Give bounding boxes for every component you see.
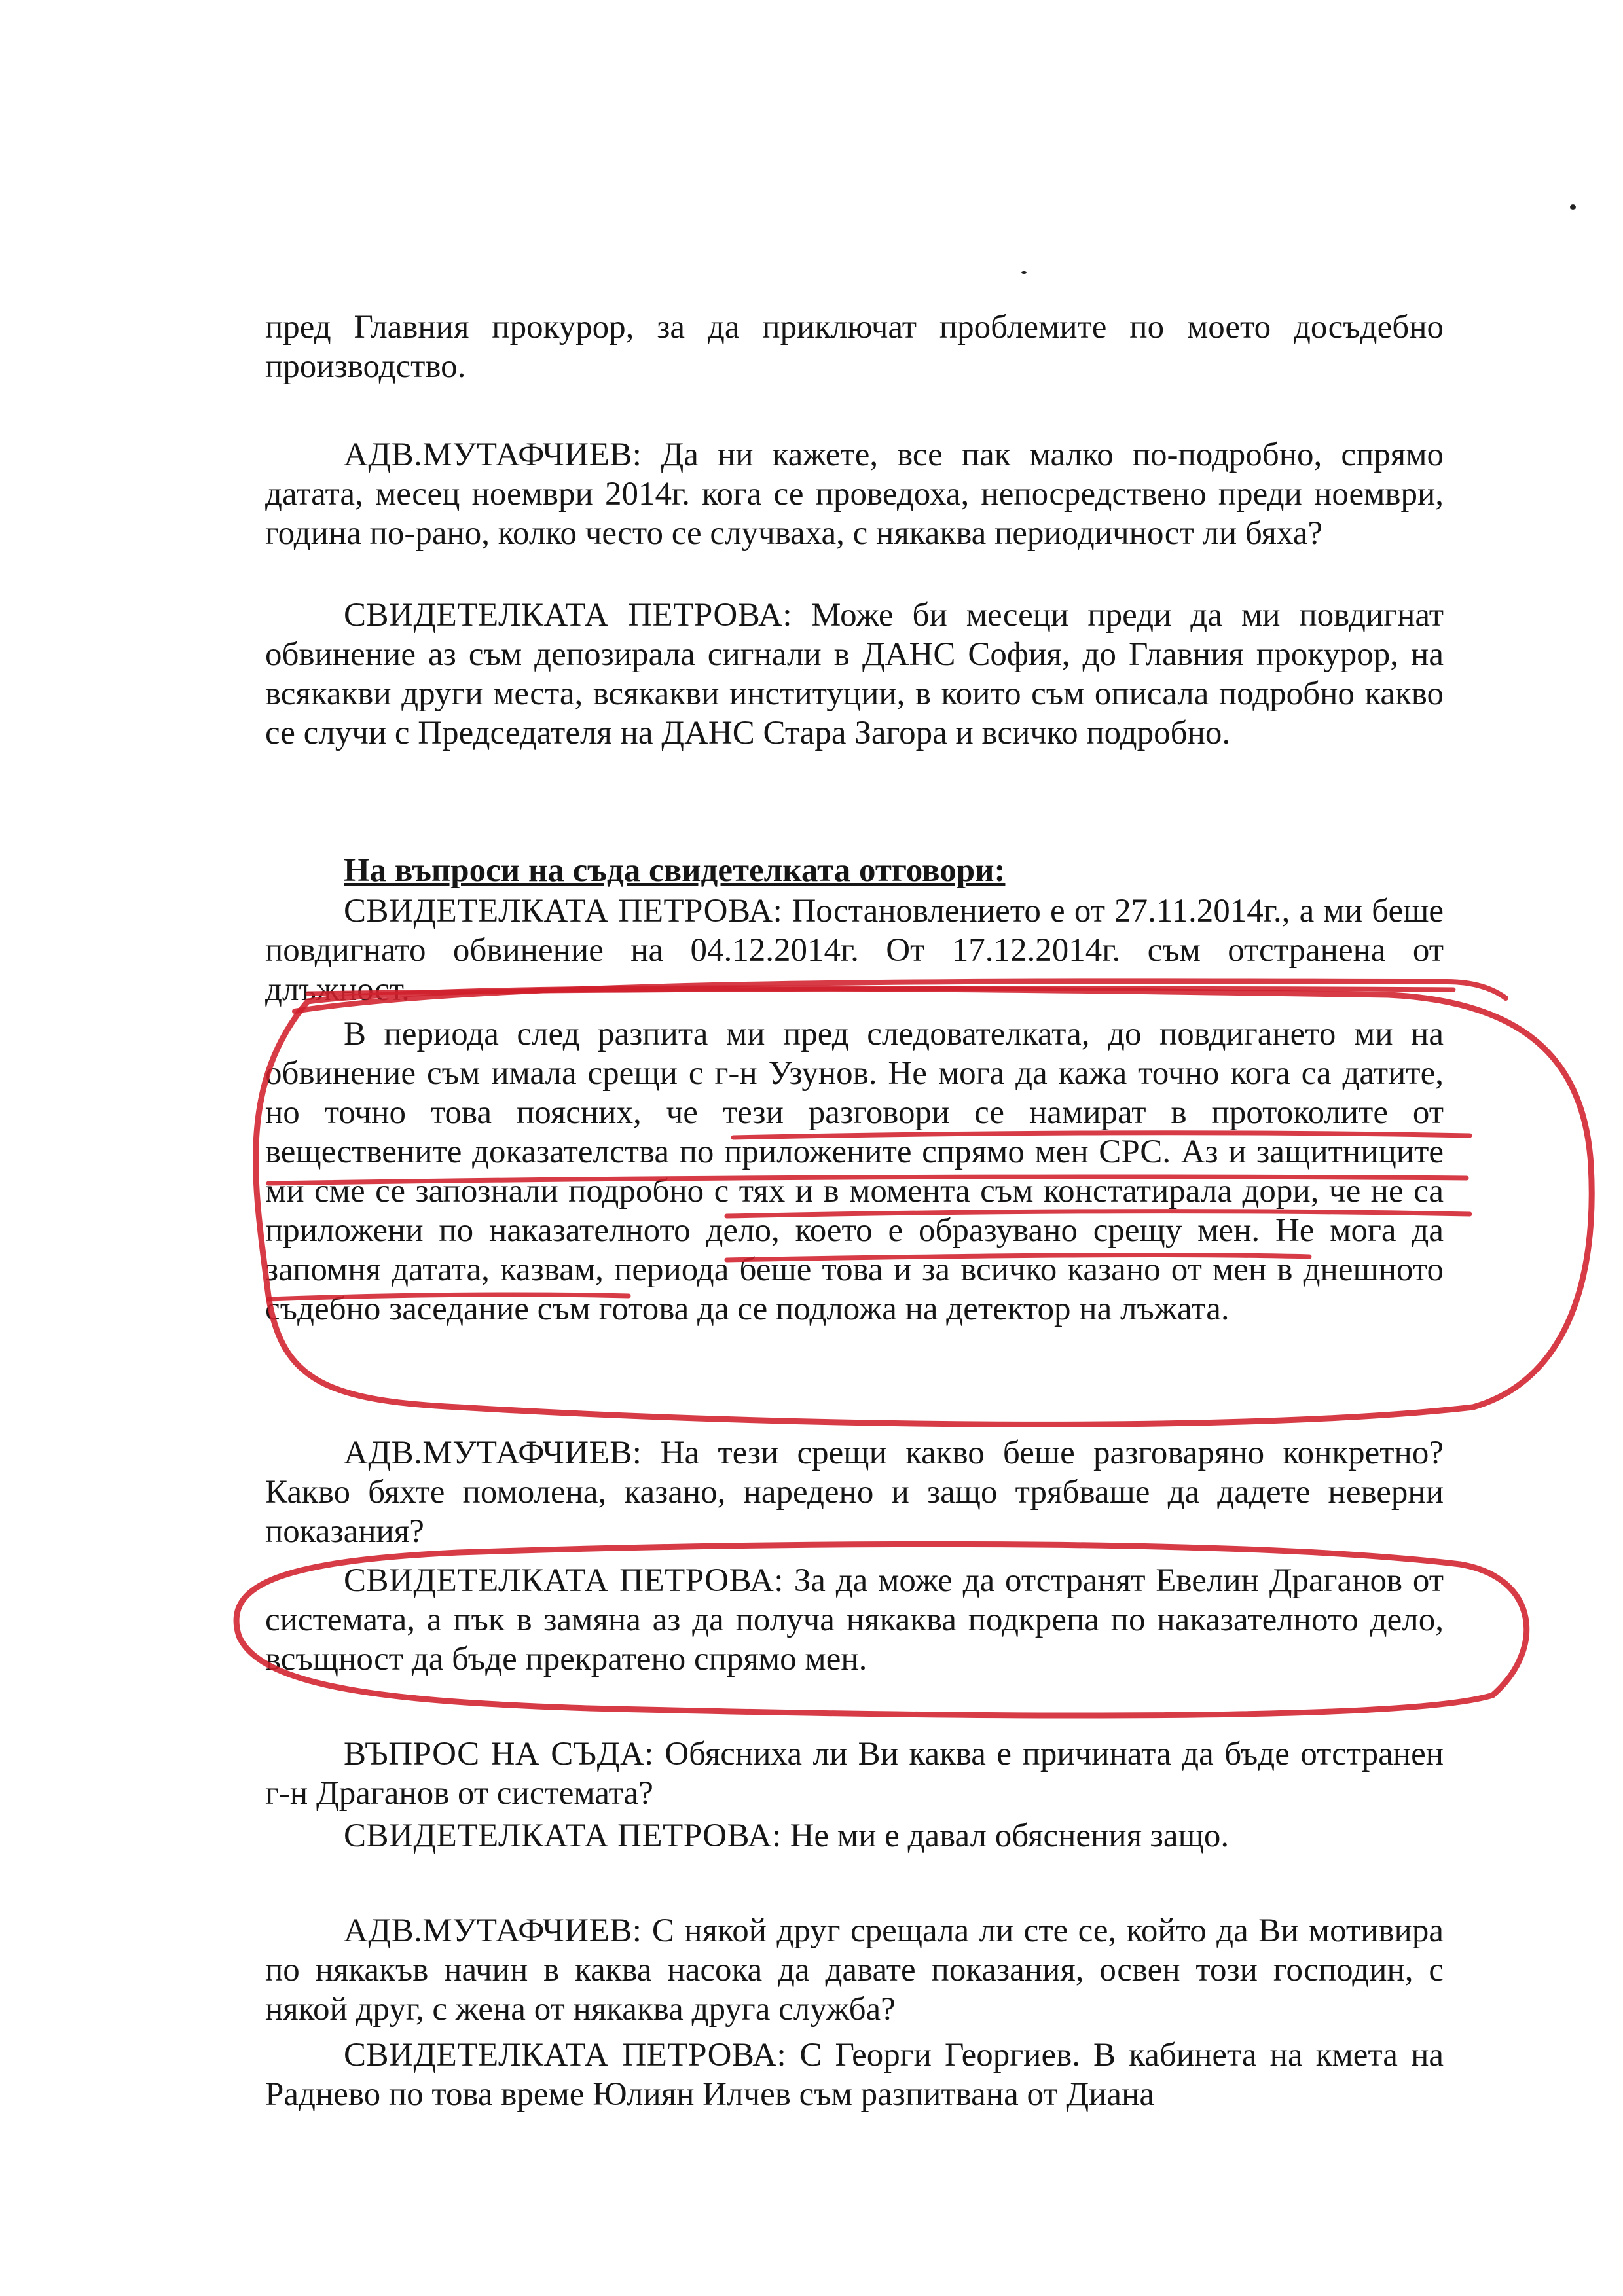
section-heading: На въпроси на съда свидетелката отговори: <box>344 852 1006 889</box>
speaker-label: СВИДЕТЕЛКАТА ПЕТРОВА: <box>344 1818 782 1854</box>
scan-speck <box>1021 271 1027 274</box>
court-question <box>265 1734 1444 1813</box>
lawyer-question <box>265 435 1444 553</box>
lawyer-question <box>265 1911 1444 2029</box>
speaker-label: АДВ.МУТАФЧИЕВ: <box>344 437 642 473</box>
lawyer-question <box>265 1433 1444 1551</box>
paragraph-text: пред Главния прокурор, за да приключат проблемите по моето досъдебно производство. <box>265 309 1444 385</box>
witness-answer <box>265 891 1444 1009</box>
paragraph-text: С някой друг срещала ли сте се, който да Ви мотивира по някакъв начин в каква насока да давате показания, освен този господин, с някой друг, с жена от някаква друга служба? <box>265 1912 1444 2028</box>
speaker-label: ВЪПРОС НА СЪДА: <box>344 1736 654 1772</box>
speaker-label: АДВ.МУТАФЧИЕВ: <box>344 1912 642 1949</box>
witness-answer-highlighted <box>265 1014 1444 1329</box>
speaker-label: СВИДЕТЕЛКАТА ПЕТРОВА: <box>344 597 793 634</box>
speaker-label: СВИДЕТЕЛКАТА ПЕТРОВА: <box>344 893 783 929</box>
paragraph-text: За да може да отстранят Евелин Драганов от системата, а пък в замяна аз да получа някаква подкрепа по наказателното дело, всъщност да бъде прекратено спрямо мен. <box>265 1562 1444 1677</box>
speaker-label: СВИДЕТЕЛКАТА ПЕТРОВА: <box>344 2037 787 2073</box>
witness-answer <box>265 2036 1444 2114</box>
paragraph-text: На тези срещи какво беше разговаряно конкретно? Какво бяхте помолена, казано, наредено и защо трябваше да дадете неверни показания? <box>265 1435 1444 1550</box>
witness-answer <box>265 596 1444 753</box>
scan-speck <box>1570 204 1576 210</box>
paragraph-text: Постановлението е от 27.11.2014г., а ми беше повдигнато обвинение на 04.12.2014г. От 17.12.2014г. съм отстранена от длъжност. <box>265 893 1444 1008</box>
speaker-label: СВИДЕТЕЛКАТА ПЕТРОВА: <box>344 1562 784 1599</box>
paragraph-text: С Георги Георгиев. В кабинета на кмета на Раднево по това време Юлиян Илчев съм разпитвана от Диана <box>265 2037 1444 2113</box>
witness-answer <box>265 1816 1444 1856</box>
paragraph-text: Обясниха ли Ви каква е причината да бъде отстранен г-н Драганов от системата? <box>265 1736 1444 1812</box>
paragraph-text: Да ни кажете, все пак малко по-подробно, спрямо датата, месец ноември 2014г. кога се проведоха, непосредствено преди ноември, година по-рано, колко често се случваха, с някаква периодичност ли бяха? <box>265 437 1444 552</box>
speaker-label: АДВ.МУТАФЧИЕВ: <box>344 1435 642 1471</box>
paragraph-text: Не ми е давал обяснения защо. <box>781 1818 1230 1854</box>
paragraph-continuation <box>265 308 1444 386</box>
witness-answer-highlighted <box>265 1561 1444 1679</box>
paragraph-text: Може би месеци преди да ми повдигнат обвинение аз съм депозирала сигнали в ДАНС София, до Главния прокурор, на всякакви други места, всякакви институции, в които съм описала подробно какво се случи с Председателя на ДАНС Стара Загора и всичко подробно. <box>265 597 1444 751</box>
paragraph-text: В периода след разпита ми пред следователката, до повдигането ми на обвинение съм имала срещи с г-н Узунов. Не мога да кажа точно кога са датите, но точно това поясних, че тези разговори се намират в протоколите от веществените доказателства по приложените спрямо мен СРС. Аз и защитниците ми сме се запознали подробно с тях и в момента съм констатирала дори, че не са приложени по наказателното дело, което е образувано срещу мен. Не мога да запомня датата, казвам, периода беше това и за всичко казано от мен в днешното съдебно заседание съм готова да се подложа на детектор на лъжата. <box>265 1016 1444 1327</box>
